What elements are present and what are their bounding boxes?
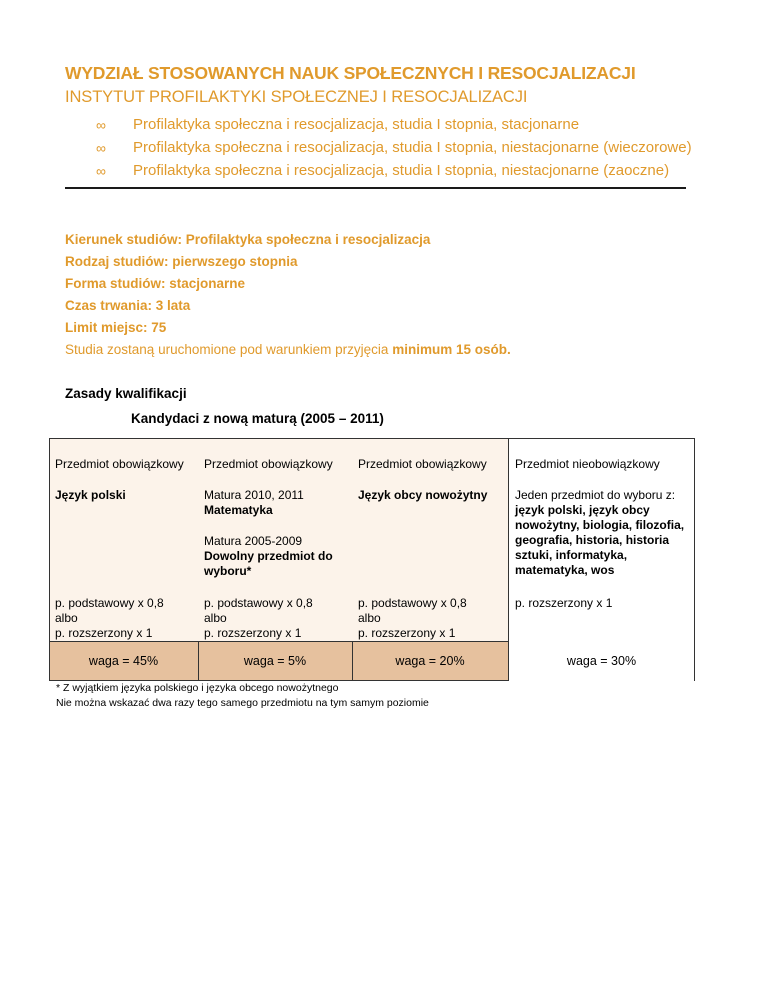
horizontal-divider bbox=[65, 187, 686, 189]
launch-condition bbox=[65, 339, 511, 361]
program-label: Profilaktyka społeczna i resocjalizacja, studia I stopnia, niestacjonarne (wieczorowe) bbox=[133, 139, 692, 156]
level-extended: p. rozszerzony x 1 bbox=[55, 626, 153, 640]
level-cell bbox=[358, 596, 503, 641]
weight-cell: waga = 30% bbox=[566, 654, 637, 668]
qualification-heading: Zasady kwalifikacji bbox=[65, 386, 187, 401]
seat-limit: Limit miejsc: 75 bbox=[65, 320, 167, 335]
footnotes bbox=[56, 681, 429, 711]
weight-cell: waga = 20% bbox=[395, 654, 465, 668]
list-item bbox=[96, 136, 692, 159]
study-type: Rodzaj studiów: pierwszego stopnia bbox=[65, 254, 298, 269]
level-basic: p. podstawowy x 0,8 bbox=[358, 596, 467, 610]
study-info bbox=[65, 229, 511, 361]
subject-name: Dowolny przedmiot do wyboru* bbox=[204, 549, 333, 578]
launch-condition-text: Studia zostaną uruchomione pod warunkiem przyjęcia bbox=[65, 342, 393, 357]
level-cell bbox=[55, 596, 195, 641]
header-cell: Przedmiot nieobowiązkowy bbox=[515, 457, 660, 471]
subject-note: Matura 2010, 2011 bbox=[204, 488, 304, 502]
subject-cell: Język obcy nowożytny bbox=[358, 488, 488, 502]
list-item bbox=[96, 159, 692, 182]
level-extended: p. rozszerzony x 1 bbox=[204, 626, 302, 640]
study-form: Forma studiów: stacjonarne bbox=[65, 276, 246, 291]
field-of-study: Kierunek studiów: Profilaktyka społeczna i resocjalizacja bbox=[65, 232, 431, 247]
program-list bbox=[96, 113, 692, 182]
faculty-title: WYDZIAŁ STOSOWANYCH NAUK SPOŁECZNYCH I RESOCJALIZACJI bbox=[65, 63, 636, 83]
level-basic: p. podstawowy x 0,8 bbox=[204, 596, 313, 610]
level-or: albo bbox=[358, 611, 381, 625]
level-or: albo bbox=[204, 611, 227, 625]
list-item bbox=[96, 113, 692, 136]
subject-note: Jeden przedmiot do wyboru z: bbox=[515, 488, 676, 502]
weight-cell: waga = 5% bbox=[243, 654, 307, 668]
study-duration: Czas trwania: 3 lata bbox=[65, 298, 191, 313]
weight-cell: waga = 45% bbox=[88, 654, 159, 668]
candidates-heading: Kandydaci z nową maturą (2005 – 2011) bbox=[131, 411, 384, 426]
level-extended: p. rozszerzony x 1 bbox=[515, 596, 613, 610]
subject-options: język polski, język obcy nowożytny, biologia, filozofia, geografia, historia, historia sztuki, informatyka, matematyka, wos bbox=[515, 503, 685, 577]
level-basic: p. podstawowy x 0,8 bbox=[55, 596, 164, 610]
subject-note: Matura 2005-2009 bbox=[204, 534, 303, 548]
footnote-line: Nie można wskazać dwa razy tego samego przedmiotu na tym samym poziomie bbox=[56, 697, 429, 709]
program-label: Profilaktyka społeczna i resocjalizacja, studia I stopnia, stacjonarne bbox=[133, 116, 580, 133]
infinity-bullet-icon: ∞ bbox=[96, 162, 106, 179]
header-cell: Przedmiot obowiązkowy bbox=[358, 457, 487, 471]
footnote-line: * Z wyjątkiem języka polskiego i języka obcego nowożytnego bbox=[56, 682, 339, 694]
program-label: Profilaktyka społeczna i resocjalizacja, studia I stopnia, niestacjonarne (zaoczne) bbox=[133, 162, 670, 179]
level-or: albo bbox=[55, 611, 78, 625]
infinity-bullet-icon: ∞ bbox=[96, 116, 106, 133]
header-cell: Przedmiot obowiązkowy bbox=[55, 457, 184, 471]
subject-cell bbox=[204, 488, 349, 579]
infinity-bullet-icon: ∞ bbox=[96, 139, 106, 156]
level-cell bbox=[515, 596, 687, 611]
level-extended: p. rozszerzony x 1 bbox=[358, 626, 456, 640]
header-cell: Przedmiot obowiązkowy bbox=[204, 457, 333, 471]
subject-cell: Język polski bbox=[55, 488, 126, 502]
launch-condition-minimum: minimum 15 osób. bbox=[392, 342, 511, 357]
subject-cell bbox=[515, 488, 687, 578]
level-cell bbox=[204, 596, 349, 641]
subject-name: Matematyka bbox=[204, 503, 273, 517]
institute-title: INSTYTUT PROFILAKTYKI SPOŁECZNEJ I RESOCJALIZACJI bbox=[65, 88, 528, 106]
